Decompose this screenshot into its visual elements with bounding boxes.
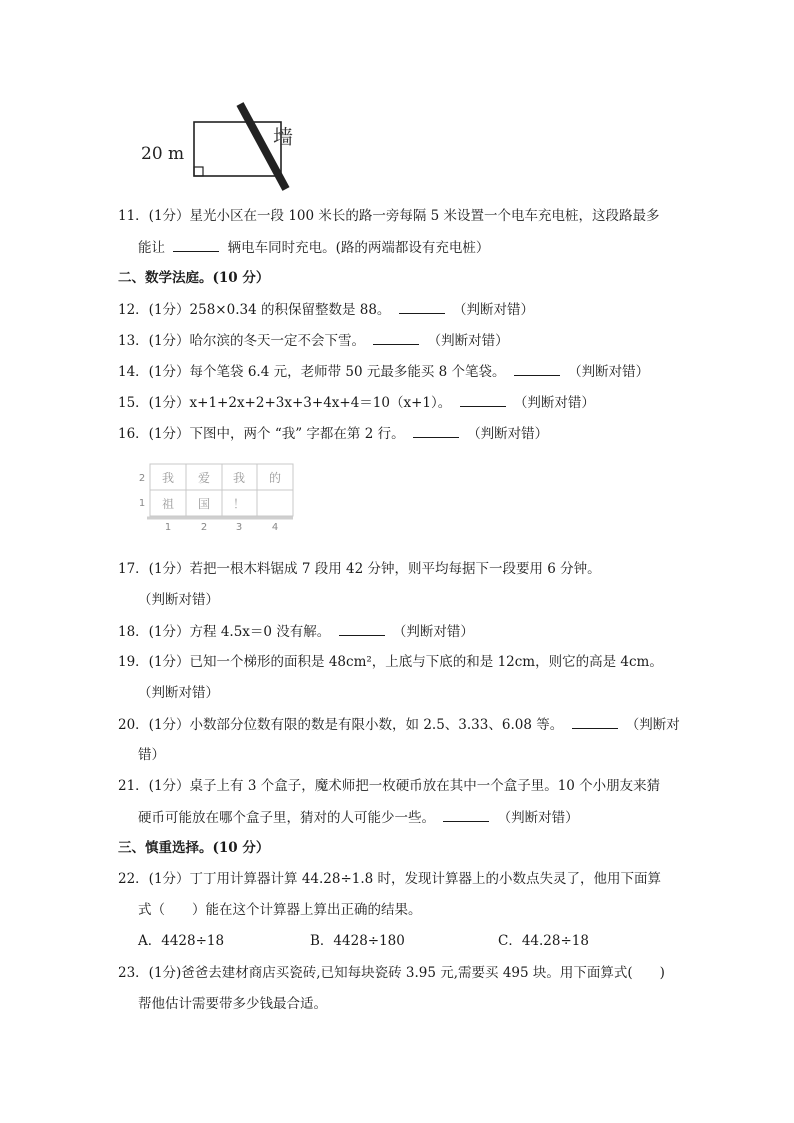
wall-label: 墙	[273, 125, 293, 149]
q12-answer-blank[interactable]	[399, 299, 445, 314]
q12-text: 12．(1分）258×0.34 的积保留整数是 88。	[118, 302, 391, 318]
q21-text: 硬币可能放在哪个盒子里，猜对的人可能少一些。	[138, 810, 435, 826]
q13-text: 13．(1分）哈尔滨的冬天一定不会下雪。	[118, 333, 366, 349]
q14	[118, 361, 649, 382]
q20-suffix: （判断对	[625, 717, 680, 733]
q18-answer-blank[interactable]	[339, 621, 385, 636]
q20-text: 20．(1分）小数部分位数有限的数是有限小数，如 2.5、3.33、6.08 等。	[118, 717, 564, 733]
q16	[118, 423, 548, 444]
col-label: 3	[235, 522, 243, 532]
q21-line1: 21．(1分）桌子上有 3 个盒子，魔术师把一枚硬币放在其中一个盒子里。10 个小朋友来猜	[118, 778, 661, 794]
q11-pre: 能让	[138, 240, 165, 256]
q21-answer-blank[interactable]	[443, 807, 489, 822]
col-label: 4	[271, 522, 279, 532]
q16-answer-blank[interactable]	[413, 423, 459, 438]
row-label: 1	[138, 498, 146, 509]
q16-text: 16．(1分）下图中，两个 “我” 字都在第 2 行。	[118, 426, 405, 442]
q22-line2: 式（ ）能在这个计算器上算出正确的结果。	[138, 902, 422, 918]
grid-cell: 祖	[161, 497, 175, 511]
q13-answer-blank[interactable]	[373, 330, 419, 345]
q14-text: 14．(1分）每个笔袋 6.4 元，老师带 50 元最多能买 8 个笔袋。	[118, 364, 506, 380]
rectangle-wall-figure	[133, 96, 313, 191]
grid-cell: 我	[232, 471, 246, 485]
q22-option-b[interactable]: B．4428÷180	[310, 933, 405, 949]
q22-line1: 22．(1分）丁丁用计算器计算 44.28÷1.8 时，发现计算器上的小数点失灵了，他用下面算	[118, 871, 662, 887]
section2-heading: 二、数学法庭。(10 分）	[118, 270, 270, 286]
q19-line1: 19．(1分）已知一个梯形的面积是 48cm²，上底与下底的和是 12cm，则它的高是 4cm。	[118, 654, 663, 670]
grid-cell: 爱	[197, 471, 211, 485]
q22-option-a[interactable]: A．4428÷18	[138, 933, 225, 949]
q11-line1: 11．(1分）星光小区在一段 100 米长的路一旁每隔 5 米设置一个电车充电桩，这段路最多	[118, 208, 660, 224]
q21-suffix: （判断对错）	[497, 810, 579, 826]
q19-line2: （判断对错）	[138, 685, 219, 701]
grid-cell: ！	[232, 497, 246, 511]
q20-line1	[118, 714, 680, 735]
grid-cell: 的	[268, 471, 282, 485]
q17-line2: （判断对错）	[138, 592, 219, 608]
grid-cell: 国	[197, 497, 211, 511]
q23-line2: 帮他估计需要带多少钱最合适。	[138, 996, 327, 1012]
section3-heading: 三、慎重选择。(10 分）	[118, 840, 270, 856]
width-label: 20 m	[141, 144, 185, 164]
q17-line1: 17．(1分）若把一根木料锯成 7 段用 42 分钟，则平均每据下一段要用 6 分钟。	[118, 561, 601, 577]
q21-line2	[138, 807, 579, 828]
q18-suffix: （判断对错）	[392, 624, 474, 640]
q18-text: 18．(1分）方程 4.5x＝0 没有解。	[118, 624, 331, 640]
q23-line1: 23．(1分)爸爸去建材商店买瓷砖,已知每块瓷砖 3.95 元,需要买 495 块。用下面算式( )	[118, 965, 665, 981]
q20-answer-blank[interactable]	[572, 714, 618, 729]
q15	[118, 392, 595, 413]
grid-cell: 我	[161, 471, 175, 485]
q16-suffix: （判断对错）	[467, 426, 549, 442]
character-grid-figure	[133, 460, 303, 532]
q11-line2	[138, 237, 489, 258]
q22-option-c[interactable]: C．44.28÷18	[498, 933, 589, 949]
q15-suffix: （判断对错）	[513, 395, 595, 411]
q11-answer-blank[interactable]	[173, 237, 219, 252]
col-label: 1	[164, 522, 172, 532]
q11-post: 辆电车同时充电。(路的两端都设有充电桩）	[227, 240, 490, 256]
q13	[118, 330, 509, 351]
q14-suffix: （判断对错）	[568, 364, 650, 380]
q14-answer-blank[interactable]	[514, 361, 560, 376]
q18	[118, 621, 474, 642]
right-angle-mark	[194, 167, 203, 176]
q15-text: 15．(1分）x+1+2x+2+3x+3+4x+4＝10（x+1）。	[118, 395, 452, 411]
row-label: 2	[138, 473, 146, 484]
q15-answer-blank[interactable]	[460, 392, 506, 407]
q12	[118, 299, 534, 320]
col-label: 2	[200, 522, 208, 532]
q12-suffix: （判断对错）	[453, 302, 535, 318]
q13-suffix: （判断对错）	[427, 333, 509, 349]
q20-line2: 错）	[138, 747, 165, 763]
